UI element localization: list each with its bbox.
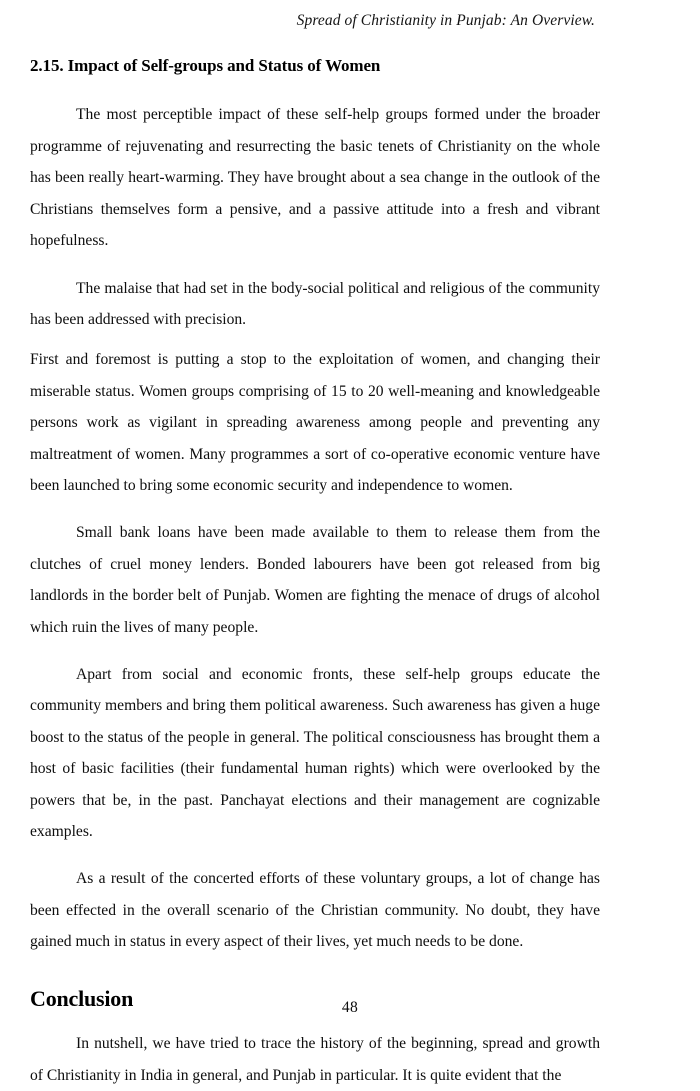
paragraph-in-nutshell: In nutshell, we have tried to trace the history of the beginning, spread and growth of Christianity in India in general, and Punjab in particular. It is quite evident that the (30, 1035, 600, 1084)
paragraph-malaise: The malaise that had set in the body-social political and religious of the community has been addressed with precision. (30, 279, 600, 328)
page-number: 48 (341, 999, 359, 1016)
running-head: Spread of Christianity in Punjab: An Overview. (296, 12, 595, 29)
paragraph-first-and-foremost: First and foremost is putting a stop to the exploitation of women, and changing their miserable status. Women groups comprising of 15 to 20 well-meaning and knowledgeable persons work as vigilant in spreading awareness among people and preventing any maltreatment of women. Many programmes a sort of co-operative economic venture have been launched to bring some economic security and independence to women. (30, 351, 600, 494)
paragraph-perceptible-impact: The most perceptible impact of these self-help groups formed under the broader programme of rejuvenating and resurrecting the basic tenets of Christianity on the whole has been really heart-warming. They have brought about a sea change in the outlook of the Christians themselves form a pensive, and a passive attitude into a fresh and vibrant hopefulness. (30, 106, 600, 250)
section-heading-impact-of-self-groups: 2.15. Impact of Self-groups and Status of Women (30, 56, 381, 76)
paragraph-as-a-result: As a result of the concerted efforts of these voluntary groups, a lot of change has been effected in the overall scenario of the Christian community. No doubt, they have gained much in status in every aspect of their lives, yet much needs to be done. (30, 870, 600, 951)
paragraph-apart-from-social: Apart from social and economic fronts, these self-help groups educate the community members and bring them political awareness. Such awareness has given a huge boost to the status of the people in general. The political consciousness has brought them a host of basic facilities (their fundamental human rights) which were overlooked by the powers that be, in the past. Panchayat elections and their management are cognizable examples. (30, 665, 600, 840)
paragraph-small-bank-loans: Small bank loans have been made available to them to release them from the clutches of cruel money lenders. Bonded labourers have been got released from big landlords in the border belt of Punjab. Women are fighting the menace of drugs of alcohol which ruin the lives of many people. (30, 524, 600, 636)
text-column (30, 0, 600, 1091)
section-heading-conclusion: Conclusion (30, 985, 134, 1011)
